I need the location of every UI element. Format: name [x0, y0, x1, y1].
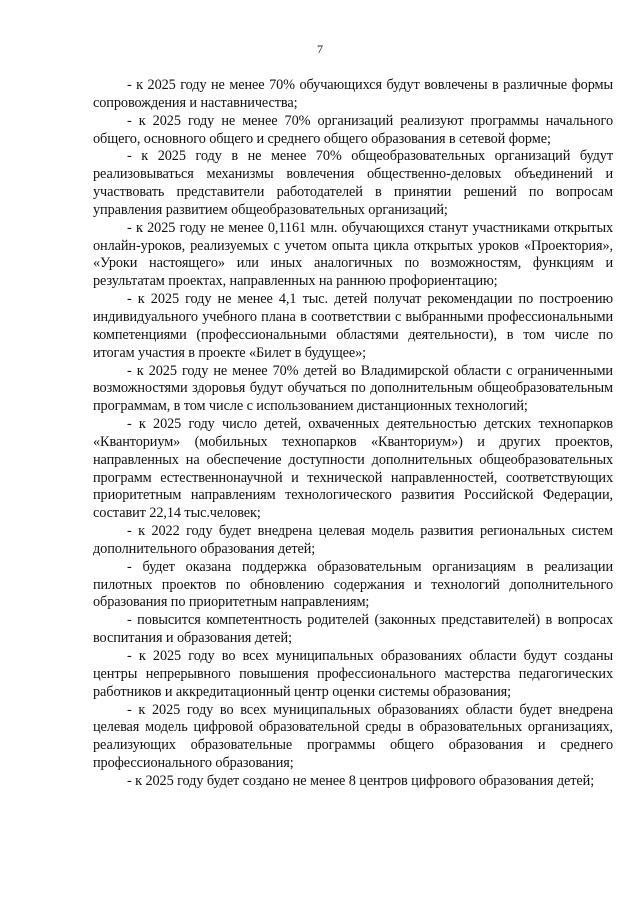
paragraph-parent-competence: - повысится компетентность родителей (законных представителей) в вопросах воспитания и образования детей; [93, 612, 613, 647]
paragraph-employer-involvement: - к 2025 году в не менее 70% общеобразовательных организаций будут реализовываться механизмы вовлечения общественно-деловых объединений и участвовать представители работодателей в принятии решений по вопросам управления развитием общеобразовательных организаций; [93, 148, 613, 218]
paragraph-online-lessons: - к 2025 году не менее 0,1161 млн. обучающихся станут участниками открытых онлайн-уроков, реализуемых с учетом опыта цикла открытых уроков «Проектория», «Уроки настоящего» или иных аналогичных по возможностям, функциям и результатам проектах, направленных на раннюю профориентацию; [93, 219, 613, 290]
document-body [93, 77, 613, 791]
paragraph-network-programs: - к 2025 году не менее 70% организаций реализуют программы начального общего, основного общего и среднего общего образования в сетевой форме; [93, 112, 613, 147]
paragraph-digital-centers: - к 2025 году будет создано не менее 8 центров цифрового образования детей; [127, 772, 595, 789]
page-number: 7 [317, 42, 323, 56]
paragraph-digital-environment: - к 2025 году во всех муниципальных образованиях области будет внедрена целевая модель цифровой образовательной среды в образовательных организациях, реализующих образовательные программы общего образования и среднего профессионального образования; [93, 701, 613, 772]
paragraph-individual-plans: - к 2025 году не менее 4,1 тыс. детей получат рекомендации по построению индивидуального учебного плана в соответствии с выбранными профессиональными компетенциями (профессиональными областями деятельности), в том числе по итогам участия в проекте «Билет в будущее»; [93, 291, 613, 361]
paragraph-professional-development-centers: - к 2025 году во всех муниципальных образованиях области будут созданы центры непрерывного повышения профессионального мастерства педагогических работников и аккредитационный центр оценки системы образования; [93, 648, 613, 700]
paragraph-kvantorium: - к 2025 году число детей, охваченных деятельностью детских технопарков «Кванториум» (мобильных технопарков «Кванториум») и других проектов, направленных на обеспечение доступности дополнительных общеобразовательных программ естественнонаучной и технической направленностей, соответствующих приоритетным направлениям технологического развития Российской Федерации, составит 22,14 тыс.человек; [93, 416, 613, 522]
paragraph-disabled-children: - к 2025 году не менее 70% детей во Владимирской области с ограниченными возможностями здоровья будут обучаться по дополнительным общеобразовательным программам, в том числе с использованием дистанционных технологий; [93, 362, 613, 415]
paragraph-pilot-projects: - будет оказана поддержка образовательным организациям в реализации пилотных проектов по обновлению содержания и технологий дополнительного образования по приоритетным направлениям; [93, 558, 613, 611]
paragraph-target-model-additional-education: - к 2022 году будет внедрена целевая модель развития региональных систем дополнительного образования детей; [93, 523, 613, 557]
paragraph-mentoring: - к 2025 году не менее 70% обучающихся будут вовлечены в различные формы сопровождения и наставничества; [93, 77, 613, 111]
